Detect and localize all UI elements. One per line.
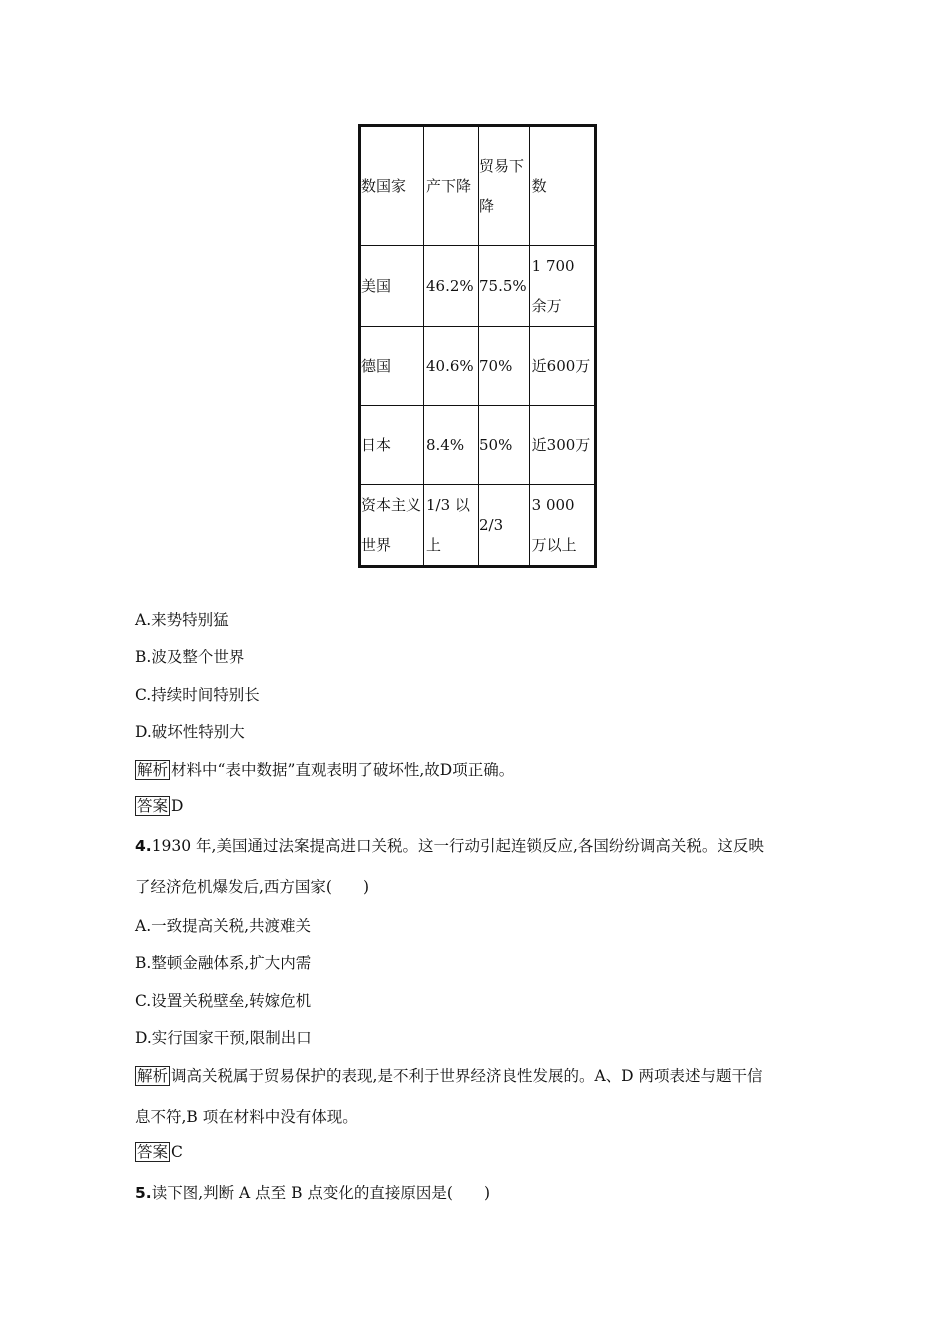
table-row — [360, 246, 596, 327]
table-cell-text: 1 700 余万 — [531, 257, 575, 315]
table-cell: 美国 — [360, 246, 424, 327]
q5-stem-text: 读下图,判断 A 点至 B 点变化的直接原因是( ) — [151, 1184, 491, 1202]
question-number: 5. — [135, 1184, 152, 1202]
table-cell: 日本 — [360, 406, 424, 485]
table-cell — [529, 406, 595, 485]
table-header-cell: 数国家 — [360, 126, 424, 246]
crisis-data-table — [358, 124, 597, 568]
answer-text: C — [171, 1143, 183, 1161]
table-header-cell: 数 — [529, 126, 595, 246]
q3-answer — [135, 796, 183, 816]
table-cell: 8.4% — [424, 406, 479, 485]
q4-analysis-line2: 息不符,B 项在材料中没有体现。 — [135, 1108, 358, 1126]
table-header-cell: 产下降 — [424, 126, 479, 246]
q4-option-a[interactable]: A.一致提高关税,共渡难关 — [135, 917, 312, 935]
table-cell — [529, 327, 595, 406]
table-cell: 75.5% — [479, 246, 530, 327]
table-cell: 50% — [479, 406, 530, 485]
analysis-text: 调高关税属于贸易保护的表现,是不利于世界经济良性发展的。A、D 两项表述与题干信 — [171, 1067, 763, 1085]
analysis-text: 材料中“表中数据”直观表明了破坏性,故D项正确。 — [171, 761, 515, 779]
table-cell-text: 近300万 — [531, 436, 591, 454]
table-cell-text: 3 000 万以上 — [531, 496, 577, 554]
table-row — [360, 406, 596, 485]
table-cell — [529, 485, 595, 567]
q4-option-d[interactable]: D.实行国家干预,限制出口 — [135, 1029, 312, 1047]
q4-stem-line2: 了经济危机爆发后,西方国家( ) — [135, 878, 370, 896]
answer-text: D — [171, 797, 184, 815]
q3-option-d[interactable]: D.破坏性特别大 — [135, 723, 245, 741]
table-cell: 2/3 — [479, 485, 530, 567]
q4-stem-line1 — [135, 834, 764, 856]
table-header-cell-text: 贸易下降 — [479, 157, 525, 215]
table-cell: 40.6% — [424, 327, 479, 406]
table-cell: 46.2% — [424, 246, 479, 327]
q3-option-c[interactable]: C.持续时间特别长 — [135, 686, 260, 704]
table-cell — [424, 485, 479, 567]
table-cell — [529, 246, 595, 327]
table-cell-text: 近600万 — [531, 357, 591, 375]
answer-label: 答案 — [137, 797, 169, 815]
table-header-row — [360, 126, 596, 246]
table-cell-text: 1/3 以上 — [426, 496, 470, 554]
table-row — [360, 485, 596, 567]
q4-analysis-line1 — [135, 1064, 763, 1086]
table-header-cell — [479, 126, 530, 246]
q4-stem-text: 1930 年,美国通过法案提高进口关税。这一行动引起连锁反应,各国纷纷调高关税。这反映 — [151, 837, 764, 855]
question-number: 4. — [135, 837, 152, 855]
table-cell-text: 资本主义世界 — [361, 496, 422, 554]
q4-option-c[interactable]: C.设置关税壁垒,转嫁危机 — [135, 992, 312, 1010]
answer-label: 答案 — [137, 1143, 169, 1161]
q4-answer — [135, 1142, 183, 1162]
q3-option-a[interactable]: A.来势特别猛 — [135, 611, 229, 629]
q3-analysis — [135, 758, 514, 780]
table-cell — [360, 485, 424, 567]
analysis-label: 解析 — [137, 1067, 169, 1085]
table-row — [360, 327, 596, 406]
analysis-label: 解析 — [137, 761, 169, 779]
table-cell: 德国 — [360, 327, 424, 406]
q4-option-b[interactable]: B.整顿金融体系,扩大内需 — [135, 954, 312, 972]
q3-option-b[interactable]: B.波及整个世界 — [135, 648, 245, 666]
table-cell: 70% — [479, 327, 530, 406]
q5-stem — [135, 1181, 490, 1203]
